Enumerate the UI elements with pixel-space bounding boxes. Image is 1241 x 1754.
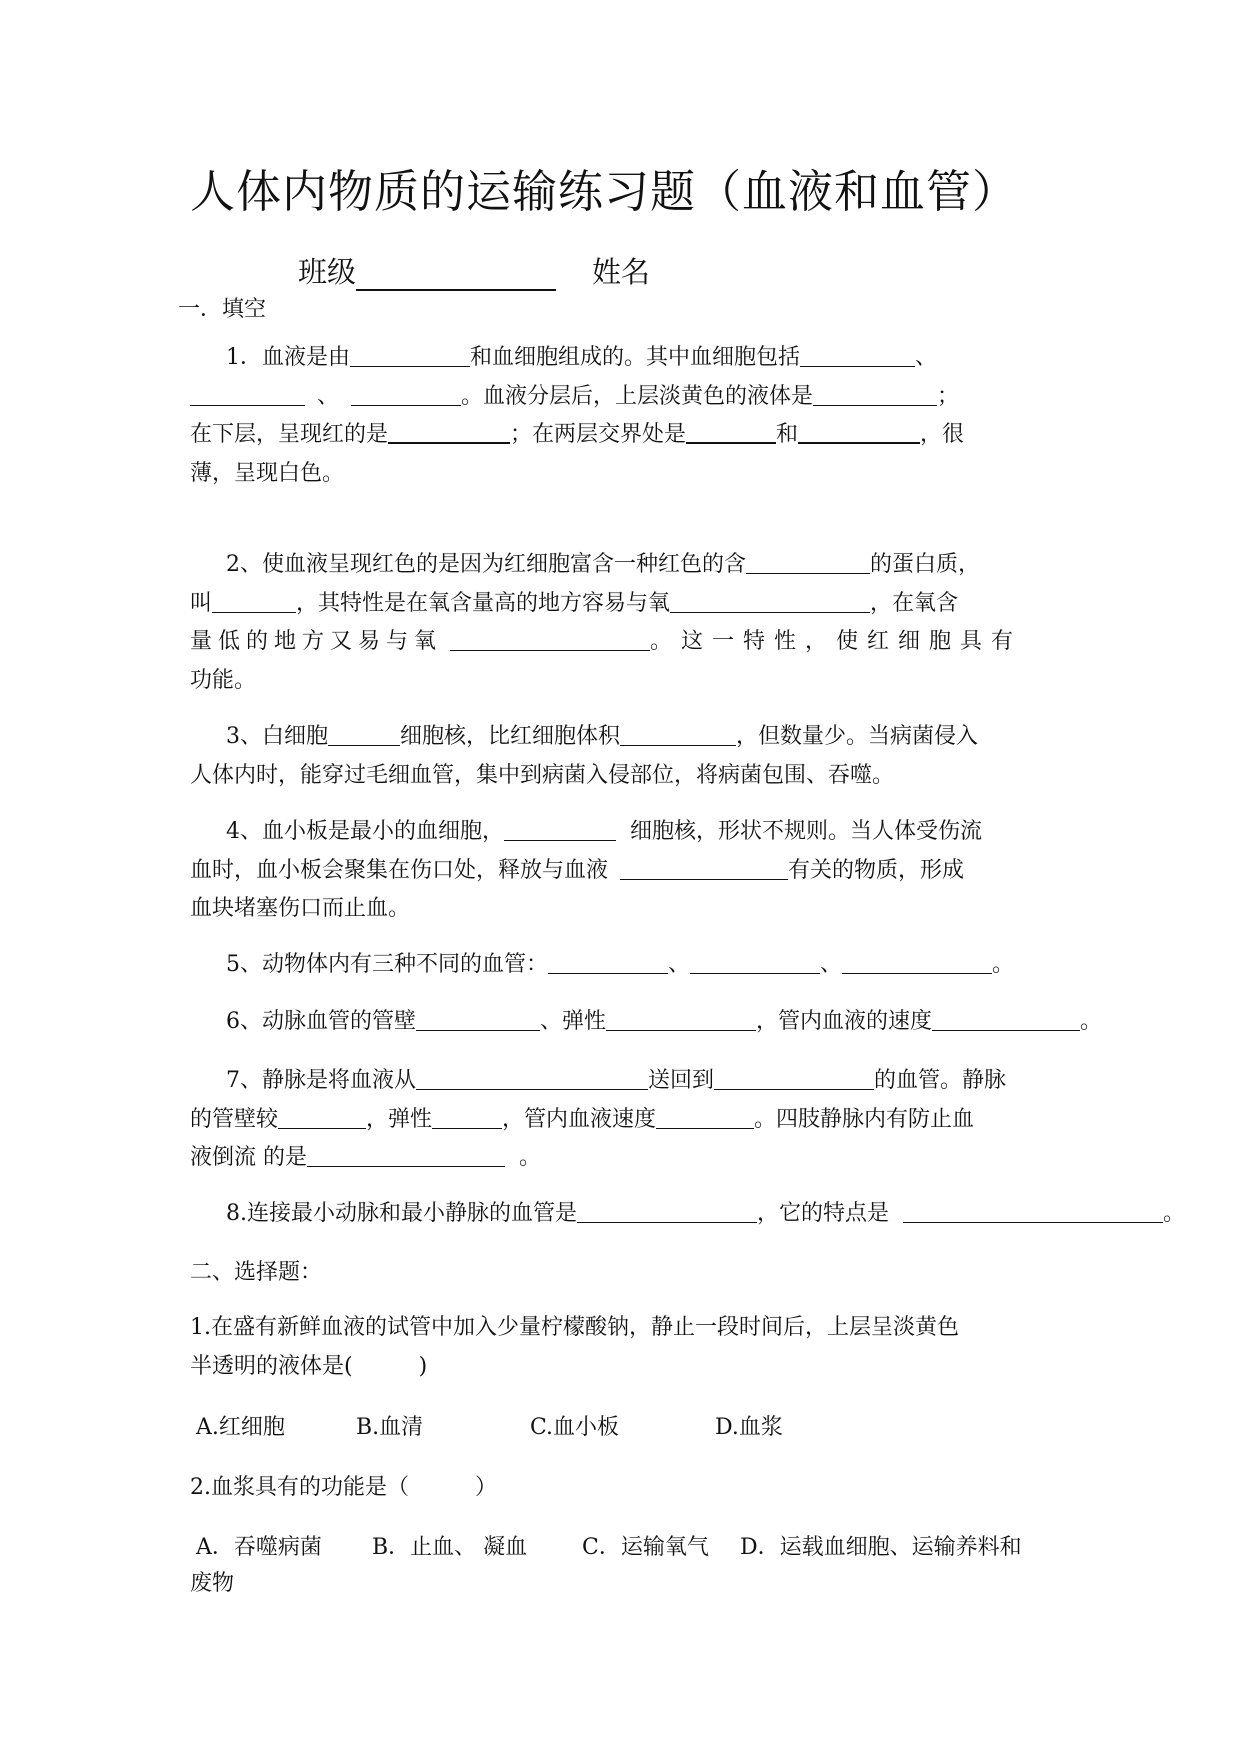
blank[interactable]	[548, 949, 668, 974]
blank[interactable]	[813, 381, 937, 406]
blank[interactable]	[746, 549, 870, 574]
choice-question-1	[190, 1309, 1060, 1386]
blank[interactable]	[328, 721, 400, 746]
blank[interactable]	[620, 721, 736, 746]
q4-line-3: 血块堵塞伤口而止血。	[190, 896, 411, 921]
q4-line-1: 4、血小板是最小的血细胞， 细胞核，形状不规则。当人体受伤流	[190, 813, 1060, 852]
c1-options	[196, 1410, 783, 1441]
section-heading-fill: 一．填空	[178, 297, 267, 322]
blank[interactable]	[416, 1065, 648, 1090]
q7-line-3: 液倒流 的是 。	[190, 1139, 1060, 1178]
option-c[interactable]: C．运输氧气	[582, 1535, 709, 1560]
q2-line-1: 2、使血液呈现红色的是因为红细胞富含一种红色的含 的蛋白质，	[190, 546, 1060, 585]
question-3	[190, 718, 1060, 795]
q2-line-4: 功能。	[190, 667, 257, 693]
q1-line-3: 在下层，呈现红的是 ；在两层交界处是 和 ，很	[190, 416, 1060, 455]
blank[interactable]	[842, 949, 992, 974]
question-6: 6、动脉血管的管壁 、弹性 ，管内血液的速度 。	[190, 1003, 1060, 1042]
name-label: 姓名	[592, 255, 651, 289]
blank[interactable]	[450, 626, 650, 651]
page-title: 人体内物质的运输练习题（血液和血管）	[190, 165, 1019, 218]
question-7	[190, 1062, 1060, 1178]
choice-question-2: 2.血浆具有的功能是（ ）	[190, 1475, 497, 1500]
q1-line-2: 、 。血液分层后，上层淡黄色的液体是 ；	[190, 378, 1060, 417]
question-2	[190, 546, 1060, 700]
c2-option-d-continued: 废物	[190, 1571, 235, 1596]
q3-line-2: 人体内时，能穿过毛细血管，集中到病菌入侵部位，将病菌包围、吞噬。	[190, 762, 895, 788]
blank[interactable]	[432, 1104, 502, 1129]
option-a[interactable]: A．吞噬病菌	[196, 1535, 322, 1560]
blank[interactable]	[577, 1198, 757, 1223]
blank[interactable]	[690, 949, 820, 974]
blank[interactable]	[350, 342, 470, 367]
blank[interactable]	[686, 418, 776, 444]
question-4	[190, 813, 1060, 929]
blank[interactable]	[307, 1142, 505, 1167]
class-field[interactable]	[356, 259, 556, 291]
q1-line-1: 1．血液是由 和血细胞组成的。其中血细胞包括 、	[190, 339, 1060, 378]
blank[interactable]	[670, 588, 870, 613]
blank[interactable]	[351, 381, 461, 406]
blank[interactable]	[800, 342, 915, 367]
option-b[interactable]: B.血清	[356, 1415, 424, 1440]
blank[interactable]	[388, 418, 510, 444]
blank[interactable]	[606, 1006, 756, 1031]
blank[interactable]	[212, 588, 296, 613]
question-1	[190, 339, 1060, 493]
c1-line-2: 半透明的液体是( )	[190, 1353, 428, 1379]
blank[interactable]	[620, 855, 788, 880]
q7-line-2: 的管壁较 ，弹性 ，管内血液速度 。四肢静脉内有防止血	[190, 1101, 1060, 1140]
question-8: 8.连接最小动脉和最小静脉的血管是 ，它的特点是 。	[190, 1195, 1230, 1234]
q2-line-3: 量低的地方又易与氧 。这一特性，使红细胞具有	[190, 623, 1060, 662]
c1-line-1: 1.在盛有新鲜血液的试管中加入少量柠檬酸钠，静止一段时间后，上层呈淡黄色	[190, 1315, 959, 1340]
q4-line-2: 血时，血小板会聚集在伤口处，释放与血液 有关的物质，形成	[190, 852, 1060, 891]
q7-line-1: 7、静脉是将血液从 送回到 的血管。静脉	[190, 1062, 1060, 1101]
blank[interactable]	[903, 1198, 1163, 1223]
option-d[interactable]: D.血浆	[715, 1415, 783, 1440]
blank[interactable]	[656, 1104, 754, 1129]
blank[interactable]	[714, 1065, 874, 1090]
option-d[interactable]: D．运载血细胞、运输养料和	[740, 1535, 1022, 1560]
blank[interactable]	[278, 1104, 366, 1129]
q1-line-4: 薄，呈现白色。	[190, 460, 345, 486]
section-heading-choice: 二、选择题：	[190, 1260, 323, 1285]
student-info-line	[298, 250, 650, 291]
q2-line-2: 叫 ，其特性是在氧含量高的地方容易与氧 ，在氧含	[190, 585, 1060, 624]
class-label: 班级	[298, 255, 357, 289]
blank[interactable]	[932, 1006, 1080, 1031]
option-a[interactable]: A.红细胞	[196, 1415, 285, 1440]
c2-options	[196, 1530, 1022, 1561]
option-b[interactable]: B．止血、 凝血	[372, 1535, 528, 1560]
blank[interactable]	[416, 1006, 540, 1031]
blank[interactable]	[504, 816, 616, 841]
question-5: 5、动物体内有三种不同的血管： 、 、 。	[190, 946, 1060, 985]
blank[interactable]	[798, 418, 920, 444]
q3-line-1: 3、白细胞 细胞核，比红细胞体积 ，但数量少。当病菌侵入	[190, 718, 1060, 757]
option-c[interactable]: C.血小板	[530, 1415, 620, 1440]
blank[interactable]	[190, 381, 305, 406]
